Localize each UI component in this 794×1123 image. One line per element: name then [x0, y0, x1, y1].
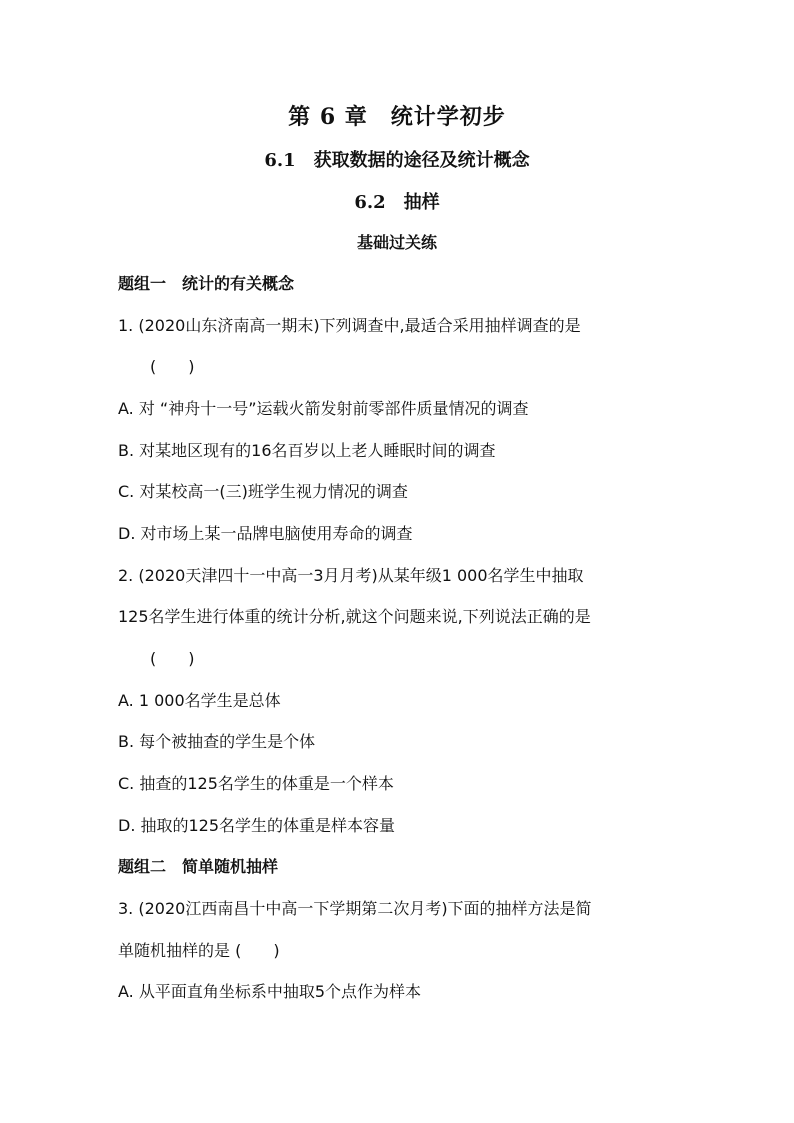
question-2-option-b: B. 每个被抽查的学生是个体	[118, 732, 316, 751]
question-1-option-d: D. 对市场上某一品牌电脑使用寿命的调查	[118, 524, 413, 543]
question-1-blank: ( )	[150, 357, 195, 376]
question-2-option-d: D. 抽取的125名学生的体重是样本容量	[118, 816, 396, 835]
group2-title: 题组二 简单随机抽样	[118, 857, 279, 876]
question-2-stem-line2: 125名学生进行体重的统计分析,就这个问题来说,下列说法正确的是	[118, 607, 591, 626]
question-3-option-a: A. 从平面直角坐标系中抽取5个点作为样本	[118, 982, 422, 1001]
question-1-option-a: A. 对 “神舟十一号”运载火箭发射前零部件质量情况的调查	[118, 399, 529, 418]
question-3-stem-line2: 单随机抽样的是 ( )	[118, 941, 280, 960]
section-title-6-2: 6.2 抽样	[354, 192, 440, 213]
section-title-6-1: 6.1 获取数据的途径及统计概念	[264, 150, 530, 171]
group1-title: 题组一 统计的有关概念	[118, 274, 295, 293]
question-1-option-b: B. 对某地区现有的16名百岁以上老人睡眠时间的调查	[118, 441, 496, 460]
chapter-title: 第 6 章 统计学初步	[288, 104, 506, 130]
exercise-title: 基础过关练	[356, 233, 437, 252]
question-3-stem-line1: 3. (2020江西南昌十中高一下学期第二次月考)下面的抽样方法是简	[118, 899, 592, 918]
question-2-option-a: A. 1 000名学生是总体	[118, 691, 281, 710]
question-2-stem-line1: 2. (2020天津四十一中高一3月月考)从某年级1 000名学生中抽取	[118, 566, 584, 585]
question-1-stem: 1. (2020山东济南高一期末)下列调查中,最适合采用抽样调查的是	[118, 316, 581, 335]
question-2-option-c: C. 抽查的125名学生的体重是一个样本	[118, 774, 394, 793]
question-2-blank: ( )	[150, 649, 195, 668]
question-1-option-c: C. 对某校高一(三)班学生视力情况的调查	[118, 482, 408, 501]
